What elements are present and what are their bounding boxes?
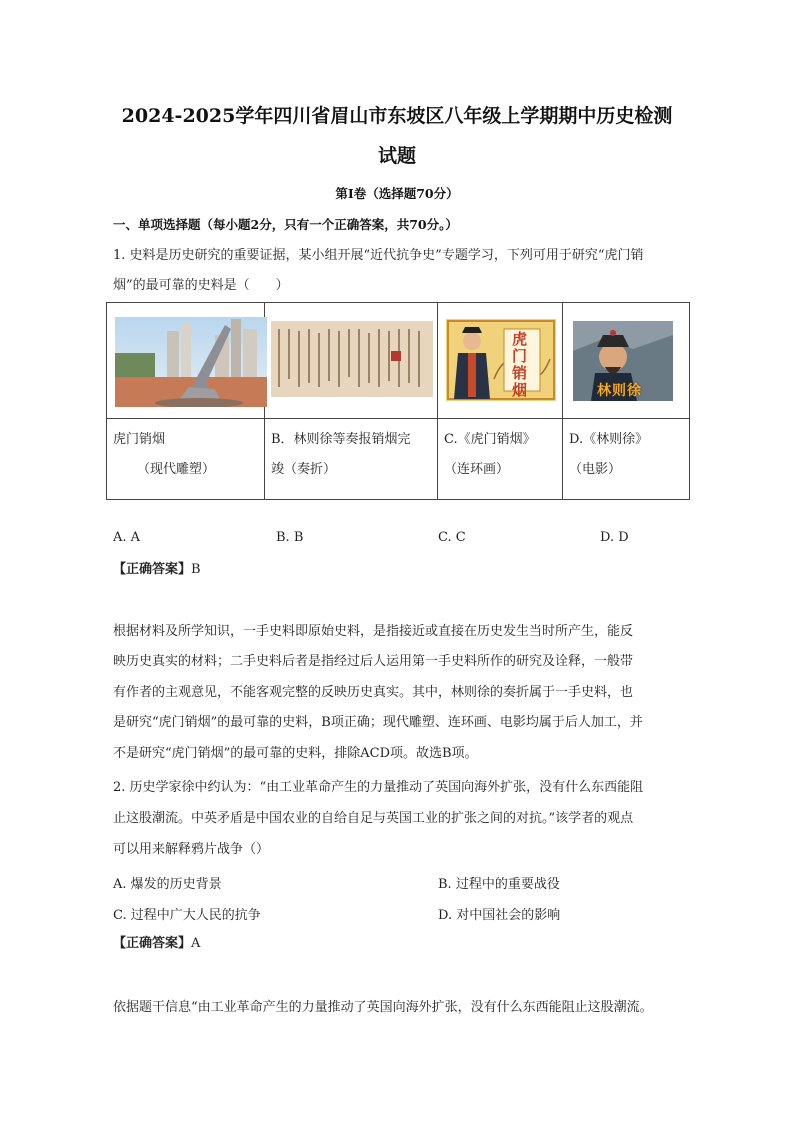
q2-option-d[interactable]: D. 对中国社会的影响 <box>438 908 561 923</box>
part-title: 第Ⅰ卷（选择题70分） <box>335 186 459 201</box>
q2-option-a[interactable]: A. 爆发的历史背景 <box>113 877 222 892</box>
q2-answer-value: A <box>191 936 201 951</box>
q1-option-a[interactable]: A. A <box>113 530 141 545</box>
table-caption-d: D.《林则徐》 （电影） <box>563 419 690 500</box>
q1-option-c[interactable]: C. C <box>438 530 466 545</box>
section-title: 一、单项选择题（每小题2分，只有一个正确答案，共70分。） <box>113 217 458 232</box>
memorial-document-image <box>271 321 433 397</box>
exam-title-line2: 试题 <box>377 145 416 167</box>
film-title-text: 林则徐 <box>597 383 642 399</box>
sculpture-photo-cell <box>107 303 265 419</box>
comic-title-text: 虎门销烟 <box>512 330 528 399</box>
q1-answer <box>113 560 683 580</box>
memorial-document-cell <box>265 303 438 419</box>
film-poster-cell <box>563 303 690 419</box>
q2-option-c[interactable]: C. 过程中广大人民的抗争 <box>113 908 261 923</box>
q1-stem-line1: 1. 史料是历史研究的重要证据，某小组开展“近代抗争史”专题学习，下列可用于研究“虎门销 <box>113 248 644 263</box>
q1-explanation-line2: 映历史真实的材料；二手史料后者是指经过后人运用第一手史料所作的研究及诠释，一般带 <box>113 654 634 669</box>
q1-option-d[interactable]: D. D <box>600 530 629 545</box>
table-caption-b: B．林则徐等奏报销烟完 竣（奏折） <box>265 419 438 500</box>
q1-answer-value: B <box>191 562 201 577</box>
q1-explanation-line3: 有作者的主观意见，不能客观完整的反映历史真实。其中，林则徐的奏折属于一手史料，也 <box>113 685 634 700</box>
q2-answer <box>113 934 683 954</box>
comic-cell <box>438 303 563 419</box>
q1-source-table <box>106 302 690 500</box>
sculpture-photo <box>115 317 267 407</box>
q1-stem-line2: 烟”的最可靠的史料是（ ） <box>113 278 289 293</box>
q1-option-b[interactable]: B. B <box>276 530 304 545</box>
q2-stem-line1: 2. 历史学家徐中约认为：“由工业革命产生的力量推动了英国向海外扩张，没有什么东西能阻 <box>113 780 644 795</box>
exam-title-line1: 2024-2025学年四川省眉山市东坡区八年级上学期期中历史检测 <box>121 105 673 127</box>
table-caption-a: 虎门销烟 （现代雕塑） <box>107 419 265 500</box>
q2-stem-line2: 止这股潮流。中英矛盾是中国农业的自给自足与英国工业的扩张之间的对抗。”该学者的观点 <box>113 811 634 826</box>
q1-explanation-line4: 是研究“虎门销烟”的最可靠的史料，B项正确；现代雕塑、连环画、电影均属于后人加工，并 <box>113 715 643 730</box>
q1-answer-label: 【正确答案】 <box>113 562 192 577</box>
q2-stem-line3: 可以用来解释鸦片战争（） <box>113 842 270 857</box>
table-caption-c: C.《虎门销烟》 （连环画） <box>438 419 563 500</box>
q2-answer-label: 【正确答案】 <box>113 936 192 951</box>
q2-option-b[interactable]: B. 过程中的重要战役 <box>438 877 560 892</box>
q1-explanation-line1: 根据材料及所学知识，一手史料即原始史料，是指接近或直接在历史发生当时所产生，能反 <box>113 624 634 639</box>
q1-explanation-line5: 不是研究“虎门销烟”的最可靠的史料，排除ACD项。故选B项。 <box>113 746 478 761</box>
q2-explanation-line1: 依据题干信息“由工业革命产生的力量推动了英国向海外扩张，没有什么东西能阻止这股潮流。 <box>113 1000 653 1015</box>
comic-cover-image <box>446 319 556 401</box>
